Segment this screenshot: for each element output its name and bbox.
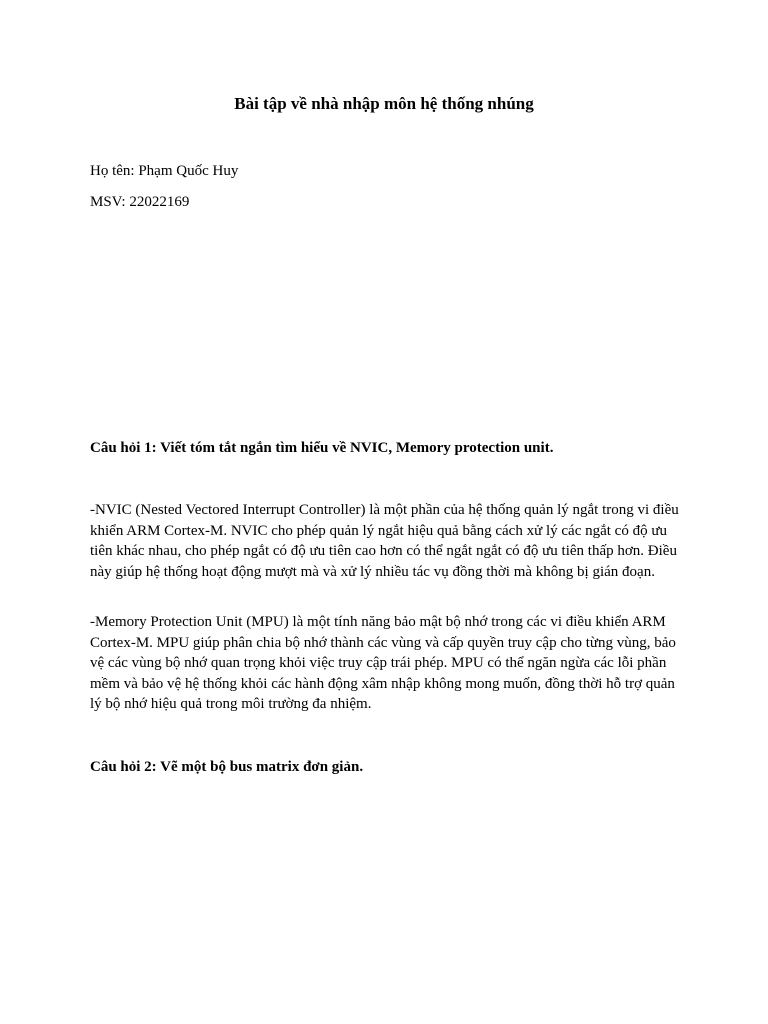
question-2-heading: Câu hỏi 2: Vẽ một bộ bus matrix đơn giản.	[90, 759, 364, 775]
student-name: Họ tên: Phạm Quốc Huy	[90, 163, 239, 179]
mpu-paragraph: -Memory Protection Unit (MPU) là một tính năng bảo mật bộ nhớ trong các vi điều khiển ARM Cortex-M. MPU giúp phân chia bộ nhớ thành các vùng và cấp quyền truy cập cho từng vùng, bảo vệ các vùng bộ nhớ quan trọng khỏi việc truy cập trái phép. MPU có thể ngăn ngừa các lỗi phần mềm và bảo vệ hệ thống khỏi các hành động xâm nhập không mong muốn, đồng thời hỗ trợ quản lý bộ nhớ hiệu quả trong môi trường đa nhiệm.	[90, 614, 676, 713]
question-1-heading: Câu hỏi 1: Viết tóm tắt ngắn tìm hiểu về NVIC, Memory protection unit.	[90, 440, 554, 456]
student-id: MSV: 22022169	[90, 194, 190, 210]
document-title: Bài tập về nhà nhập môn hệ thống nhúng	[234, 94, 534, 113]
nvic-paragraph: -NVIC (Nested Vectored Interrupt Controller) là một phần của hệ thống quản lý ngắt trong vi điều khiển ARM Cortex-M. NVIC cho phép quản lý ngắt hiệu quả bằng cách xử lý các ngắt có độ ưu tiên khác nhau, cho phép ngắt có độ ưu tiên cao hơn có thể ngắt ngắt có độ ưu tiên thấp hơn. Điều này giúp hệ thống hoạt động mượt mà và xử lý nhiều tác vụ đồng thời mà không bị gián đoạn.	[90, 502, 679, 580]
